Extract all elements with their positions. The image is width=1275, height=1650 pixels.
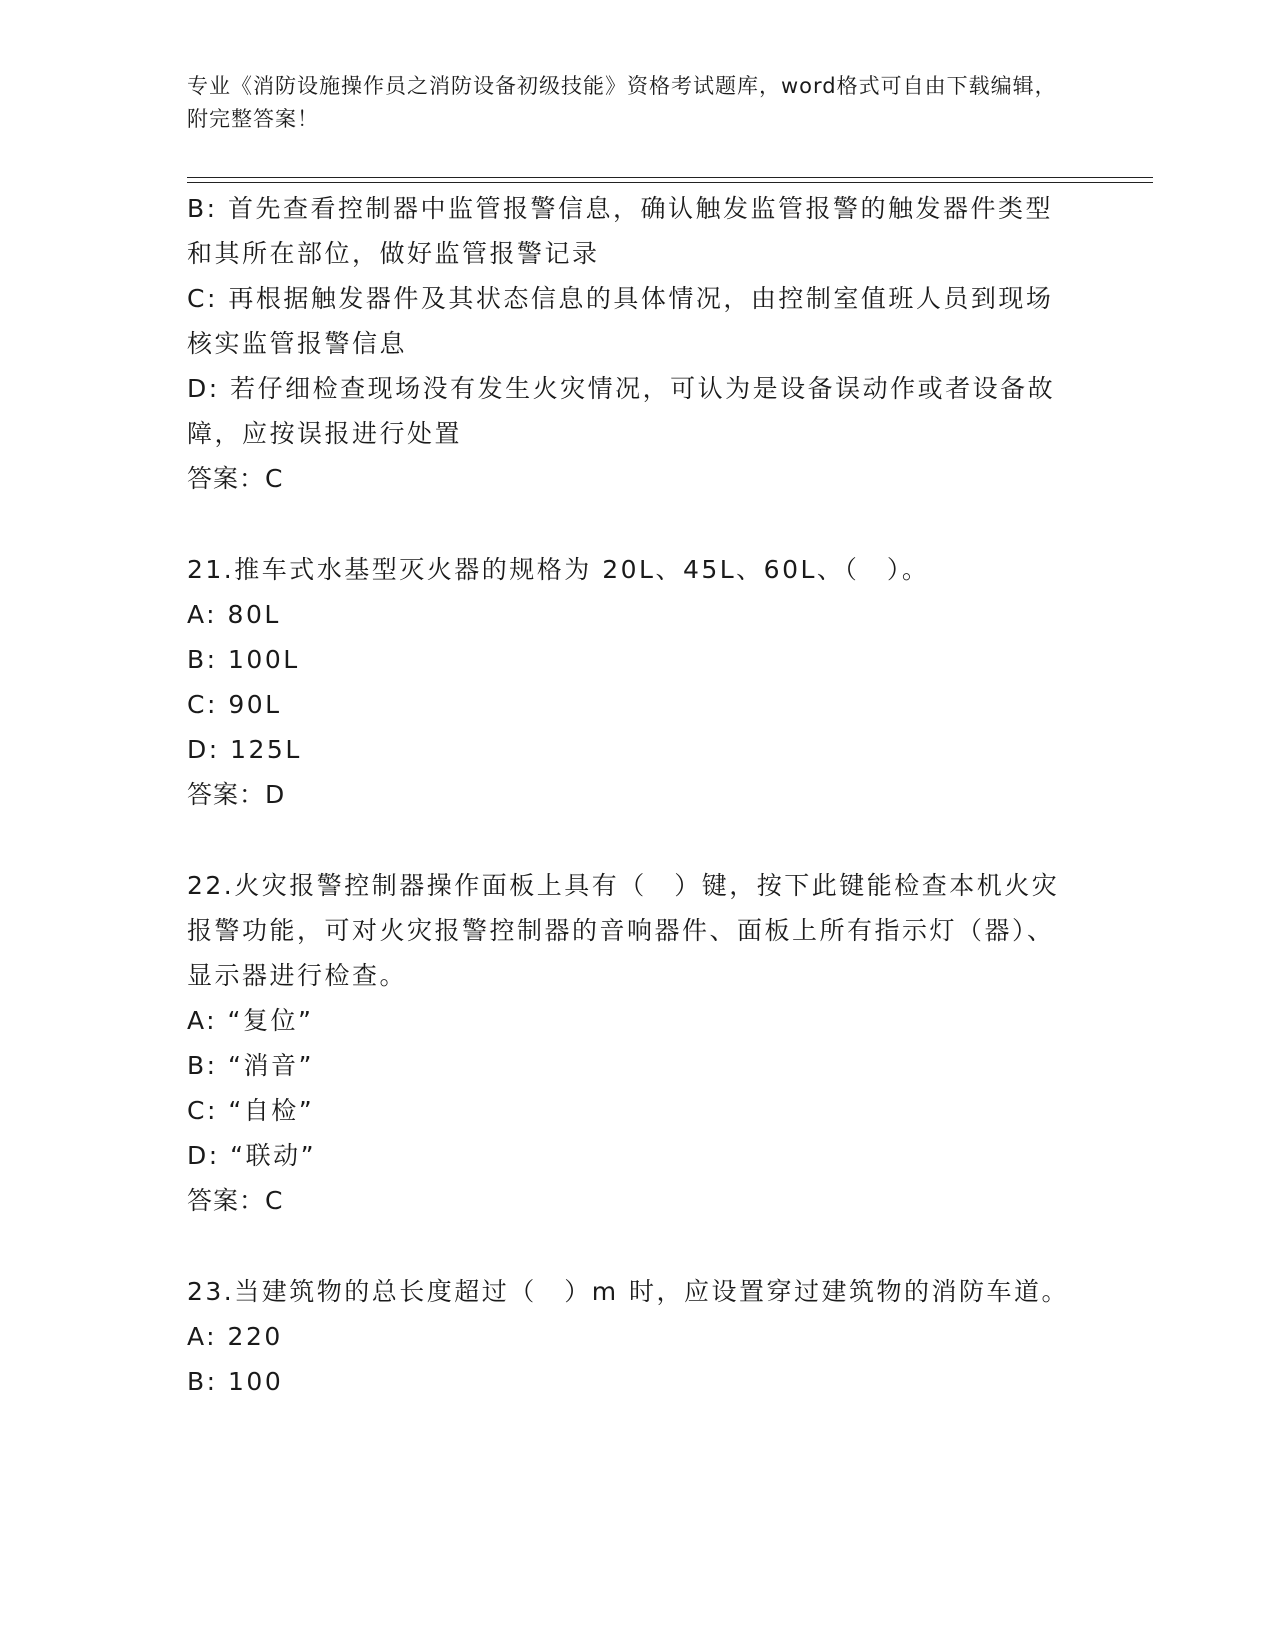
question-23 <box>187 1269 1077 1404</box>
option-a: A: 80L <box>187 600 281 629</box>
question-20-continued <box>187 186 1077 501</box>
spacer <box>187 501 1077 547</box>
question-text: 21.推车式水基型灭火器的规格为 20L、45L、60L、（ ）。 <box>187 555 930 584</box>
option-d: D: 125L <box>187 735 302 764</box>
document-body <box>187 186 1077 1404</box>
document-header <box>187 70 1067 136</box>
option-b: B: 首先查看控制器中监管报警信息，确认触发监管报警的触发器件类型和其所在部位，做好监管报警记录 <box>187 194 1054 268</box>
option-b: B: 100L <box>187 645 300 674</box>
option-b: B: 100 <box>187 1367 284 1396</box>
answer: 答案：C <box>187 1186 284 1215</box>
option-c: C: 90L <box>187 690 282 719</box>
option-a: A: 220 <box>187 1322 283 1351</box>
header-divider-top <box>187 177 1153 178</box>
option-c: C: 再根据触发器件及其状态信息的具体情况，由控制室值班人员到现场核实监管报警信息 <box>187 284 1054 358</box>
question-21 <box>187 547 1077 817</box>
answer: 答案：D <box>187 780 286 809</box>
option-c: C: “自检” <box>187 1096 315 1125</box>
question-text: 22.火灾报警控制器操作面板上具有（ ）键，按下此键能检查本机火灾报警功能，可对火灾报警控制器的音响器件、面板上所有指示灯（器）、显示器进行检查。 <box>187 871 1060 990</box>
spacer <box>187 1223 1077 1269</box>
header-divider-bottom <box>187 182 1153 183</box>
option-d: D: “联动” <box>187 1141 317 1170</box>
answer: 答案：C <box>187 464 284 493</box>
question-22 <box>187 863 1077 1223</box>
option-d: D: 若仔细检查现场没有发生火灾情况，可认为是设备误动作或者设备故障，应按误报进行处置 <box>187 374 1056 448</box>
header-title: 专业《消防设施操作员之消防设备初级技能》资格考试题库，word格式可自由下载编辑，附完整答案！ <box>187 74 1057 131</box>
option-a: A: “复位” <box>187 1006 314 1035</box>
question-text: 23.当建筑物的总长度超过（ ）m 时，应设置穿过建筑物的消防车道。 <box>187 1277 1070 1306</box>
option-b: B: “消音” <box>187 1051 314 1080</box>
spacer <box>187 817 1077 863</box>
